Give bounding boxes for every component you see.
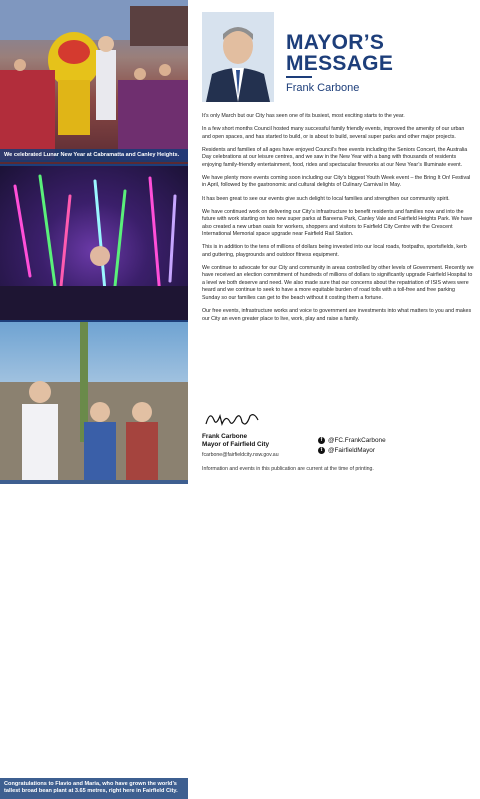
mayor-portrait xyxy=(202,12,274,102)
mayor-portrait-illustration xyxy=(202,12,274,102)
broad-bean-photo xyxy=(0,322,188,795)
message-body xyxy=(202,113,474,329)
lunar-new-year-photo xyxy=(0,0,188,164)
paragraph-2: In a few short months Council hosted many successful family friendly events, improved the amenity of our urban and open spaces, and has started to build, or is about to build, several super parks and other major projects. xyxy=(202,126,465,140)
paragraph-9: Our free events, infrastructure works and voice to government are investments into what matters to you and makes our City an even greater place to live, work, play and raise a family. xyxy=(202,308,472,322)
title-divider xyxy=(286,76,312,78)
paragraph-4: We have plenty more events coming soon including our City’s biggest Youth Week event – the Bring It On! Festival in April, followed by the gastronomic and cultural delights of Culinary Carnival in May. xyxy=(202,174,471,189)
title-line-2: MESSAGE xyxy=(286,52,394,75)
title-line-1: MAYOR’S xyxy=(286,31,385,54)
signoff-name: Frank Carbone xyxy=(202,433,248,440)
signature-graphic xyxy=(202,408,262,430)
paragraph-7: This is in addition to the tens of millions of dollars being invested into our local roads, footpaths, sportsfields, kerb and guttering, playgrounds and outdoor fitness equipment. xyxy=(202,244,467,258)
lunar-new-year-caption: We celebrated Lunar New Year at Cabramatta and Canley Heights. xyxy=(0,149,188,162)
illuminate-photo xyxy=(0,166,188,320)
facebook-icon: f xyxy=(318,437,325,444)
facebook-link[interactable] xyxy=(318,436,386,446)
mayor-email[interactable]: fcarbone@fairfieldcity.nsw.gov.au xyxy=(202,452,279,458)
photo-column xyxy=(0,0,188,795)
broad-bean-caption: Congratulations to Flavio and Maria, who have grown the world’s tallest broad bean plant at 3.65 metres, right here in Fairfield City. xyxy=(0,778,188,799)
paragraph-6: We have continued work on delivering our City’s infrastructure to benefit residents and families now and into the future with work starting on two new super parks at Bareena Park, Canley Vale and Fairfield Heights Park. We have also created a new urban oasis for workers, shoppers and visitors to Fairfield City Centre with the Crescent International Memorial space upgrade near Fairfield Rail Station. xyxy=(202,208,473,238)
broad-bean-illustration xyxy=(0,322,188,480)
mayor-name-subtitle: Frank Carbone xyxy=(286,82,360,94)
twitter-icon: t xyxy=(318,447,325,454)
twitter-link[interactable] xyxy=(318,446,386,456)
page-title xyxy=(286,32,393,74)
signoff-block xyxy=(202,433,269,449)
twitter-handle: @FairfieldMayor xyxy=(328,446,375,454)
illuminate-illustration xyxy=(0,166,188,320)
facebook-handle: @FC.FrankCarbone xyxy=(328,437,386,444)
signature xyxy=(202,408,262,435)
paragraph-1: It’s only March but our City has seen one of its busiest, most exciting starts to the year. xyxy=(202,113,405,119)
social-links xyxy=(318,436,386,456)
disclaimer: Information and events in this publication are current at the time of printing. xyxy=(202,466,374,472)
paragraph-5: It has been great to see our events give such delight to local families and strengthen our community spirit. xyxy=(202,195,450,202)
mayors-message-column xyxy=(196,0,480,480)
paragraph-8: We continue to advocate for our City and community in areas controlled by other levels of Government. Recently we have received an election commitment of hundreds of millions of dollars to significantly upgrade Fairfield Hospital to a level we both deserve and need. We also made sure that our concerns about the repatriation of ISIS wives were heard and we continue to seek to have a more equitable burden of road tolls with a toll-free and free parking Sunday so our families can get to the beach without it costing them a fortune. xyxy=(202,264,474,301)
paragraph-3: Residents and families of all ages have enjoyed Council’s free events including the Seniors Concert, the Australia Day celebrations at our leisure centres, and we saw in the New Year with a bang with thousands of residents enjoying family-friendly entertainment, food, rides and spectacular fireworks at our New Year’s Illuminate event. xyxy=(202,146,468,168)
lunar-new-year-illustration xyxy=(0,0,188,164)
signoff-role: Mayor of Fairfield City xyxy=(202,441,270,448)
